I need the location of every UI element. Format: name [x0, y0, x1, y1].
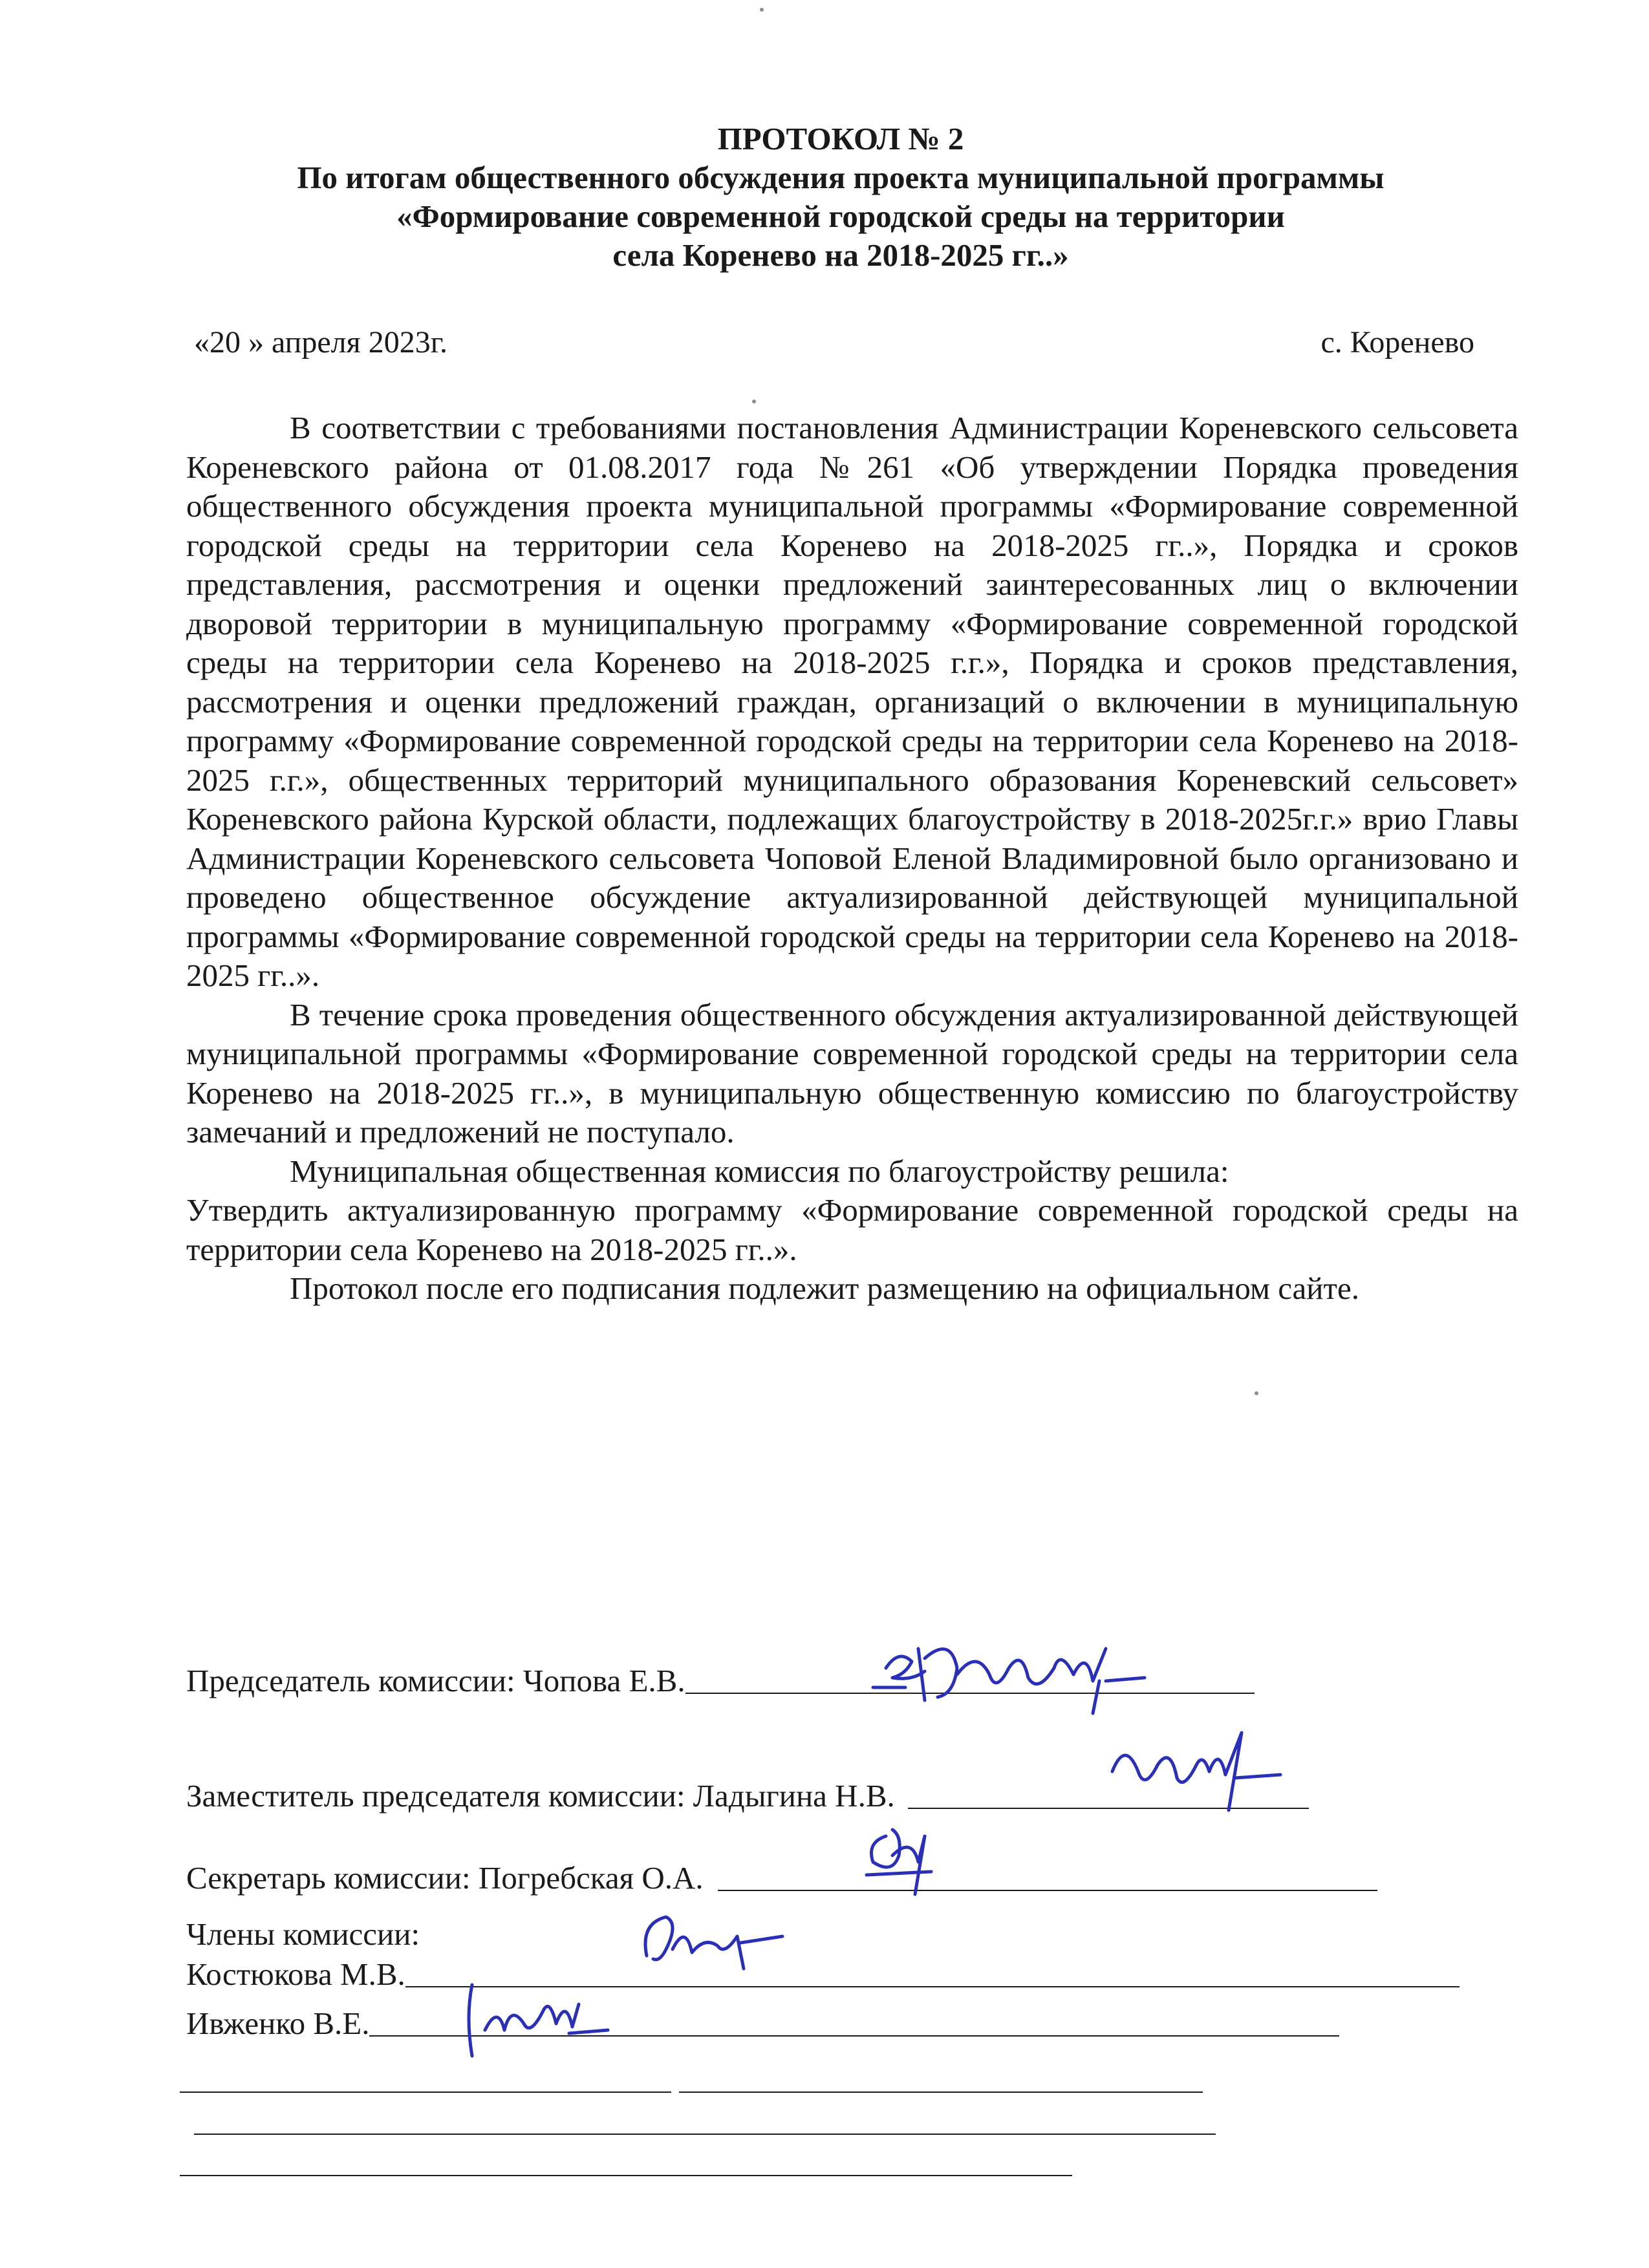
- member-name: Костюкова М.В.: [186, 1956, 405, 1992]
- secretary-label: Секретарь комиссии: Погребская О.А.: [186, 1860, 704, 1896]
- document-place: с. Коренево: [1320, 325, 1474, 359]
- document-body: [186, 409, 1518, 1309]
- blank-signature-line: [194, 2134, 1216, 2135]
- blank-signature-line: [679, 2091, 1203, 2093]
- member-name: Ивженко В.Е.: [186, 2006, 370, 2041]
- paragraph: Утвердить актуализированную программу «Формирование современной городской среды на территории села Коренево на 2018-2025 гг..».: [186, 1192, 1518, 1267]
- blank-signature-line: [180, 2091, 671, 2093]
- chairman-label: Председатель комиссии: Чопова Е.В.: [186, 1663, 685, 1698]
- secretary-signature: [854, 1810, 951, 1907]
- paragraph: Протокол после его подписания подлежит размещению на официальном сайте.: [290, 1270, 1359, 1306]
- protocol-number: ПРОТОКОЛ № 2: [717, 121, 964, 156]
- signature-line: [718, 1861, 1377, 1891]
- scan-speck: [760, 8, 764, 12]
- deputy-label: Заместитель председателя комиссии: Ладыгина Н.В.: [186, 1778, 895, 1813]
- blank-signature-line: [180, 2175, 1072, 2176]
- chairman-signature: [860, 1623, 1158, 1720]
- deputy-signature: [1099, 1720, 1293, 1817]
- document-date: «20 » апреля 2023г.: [194, 325, 447, 359]
- member-signature-row: [186, 2004, 1339, 2043]
- title-line: села Коренево на 2018-2025 гг..»: [612, 237, 1069, 273]
- title-line: «Формирование современной городской среды на территории: [396, 198, 1285, 234]
- paragraph: В течение срока проведения общественного обсуждения актуализированной действующей муниципальной программы «Формирование современной городской среды на территории села Коренево на 2018-2025 гг..», в муниципальную общественную комиссию по благоустройству замечаний и предложений не поступало.: [186, 996, 1518, 1150]
- secretary-signature-row: [186, 1859, 1377, 1898]
- member-signature: [446, 1965, 614, 2069]
- document-title: [162, 120, 1520, 275]
- title-line: По итогам общественного обсуждения проекта муниципальной программы: [297, 160, 1385, 195]
- scan-speck: [1255, 1391, 1258, 1395]
- member-signature-row: [186, 1955, 1460, 1994]
- member-signature: [627, 1898, 795, 1982]
- scan-speck: [752, 400, 756, 403]
- paragraph: В соответствии с требованиями постановления Администрации Кореневского сельсовета Кореневского района от 01.08.2017 года №261 «Об утверждении Порядка проведения общественного обсуждения проекта муниципальной программы «Формирование современной городской среды на территории села Коренево на 2018-2025 гг..», Порядка и сроков представления, рассмотрения и оценки предложений заинтересованных лиц о включении дворовой территории в муниципальную программу «Формирование современной городской среды на территории села Коренево на 2018-2025 г.г.», Порядка и сроков представления, рассмотрения и оценки предложений граждан, организаций о включении в муниципальную программу «Формирование современной городской среды на территории села Коренево на 2018-2025 г.г.», общественных территорий муниципального образования Кореневский сельсовет» Кореневского района Курской области, подлежащих благоустройству в 2018-2025г.г.» врио Главы Администрации Кореневского сельсовета Чоповой Еленой Владимировной было организовано и проведено общественное обсуждение актуализированной действующей муниципальной программы «Формирование современной городской среды на территории села Коренево на 2018-2025 гг..».: [186, 410, 1518, 993]
- members-title: Члены комиссии:: [186, 1916, 420, 1952]
- paragraph: Муниципальная общественная комиссия по благоустройству решила:: [290, 1153, 1229, 1189]
